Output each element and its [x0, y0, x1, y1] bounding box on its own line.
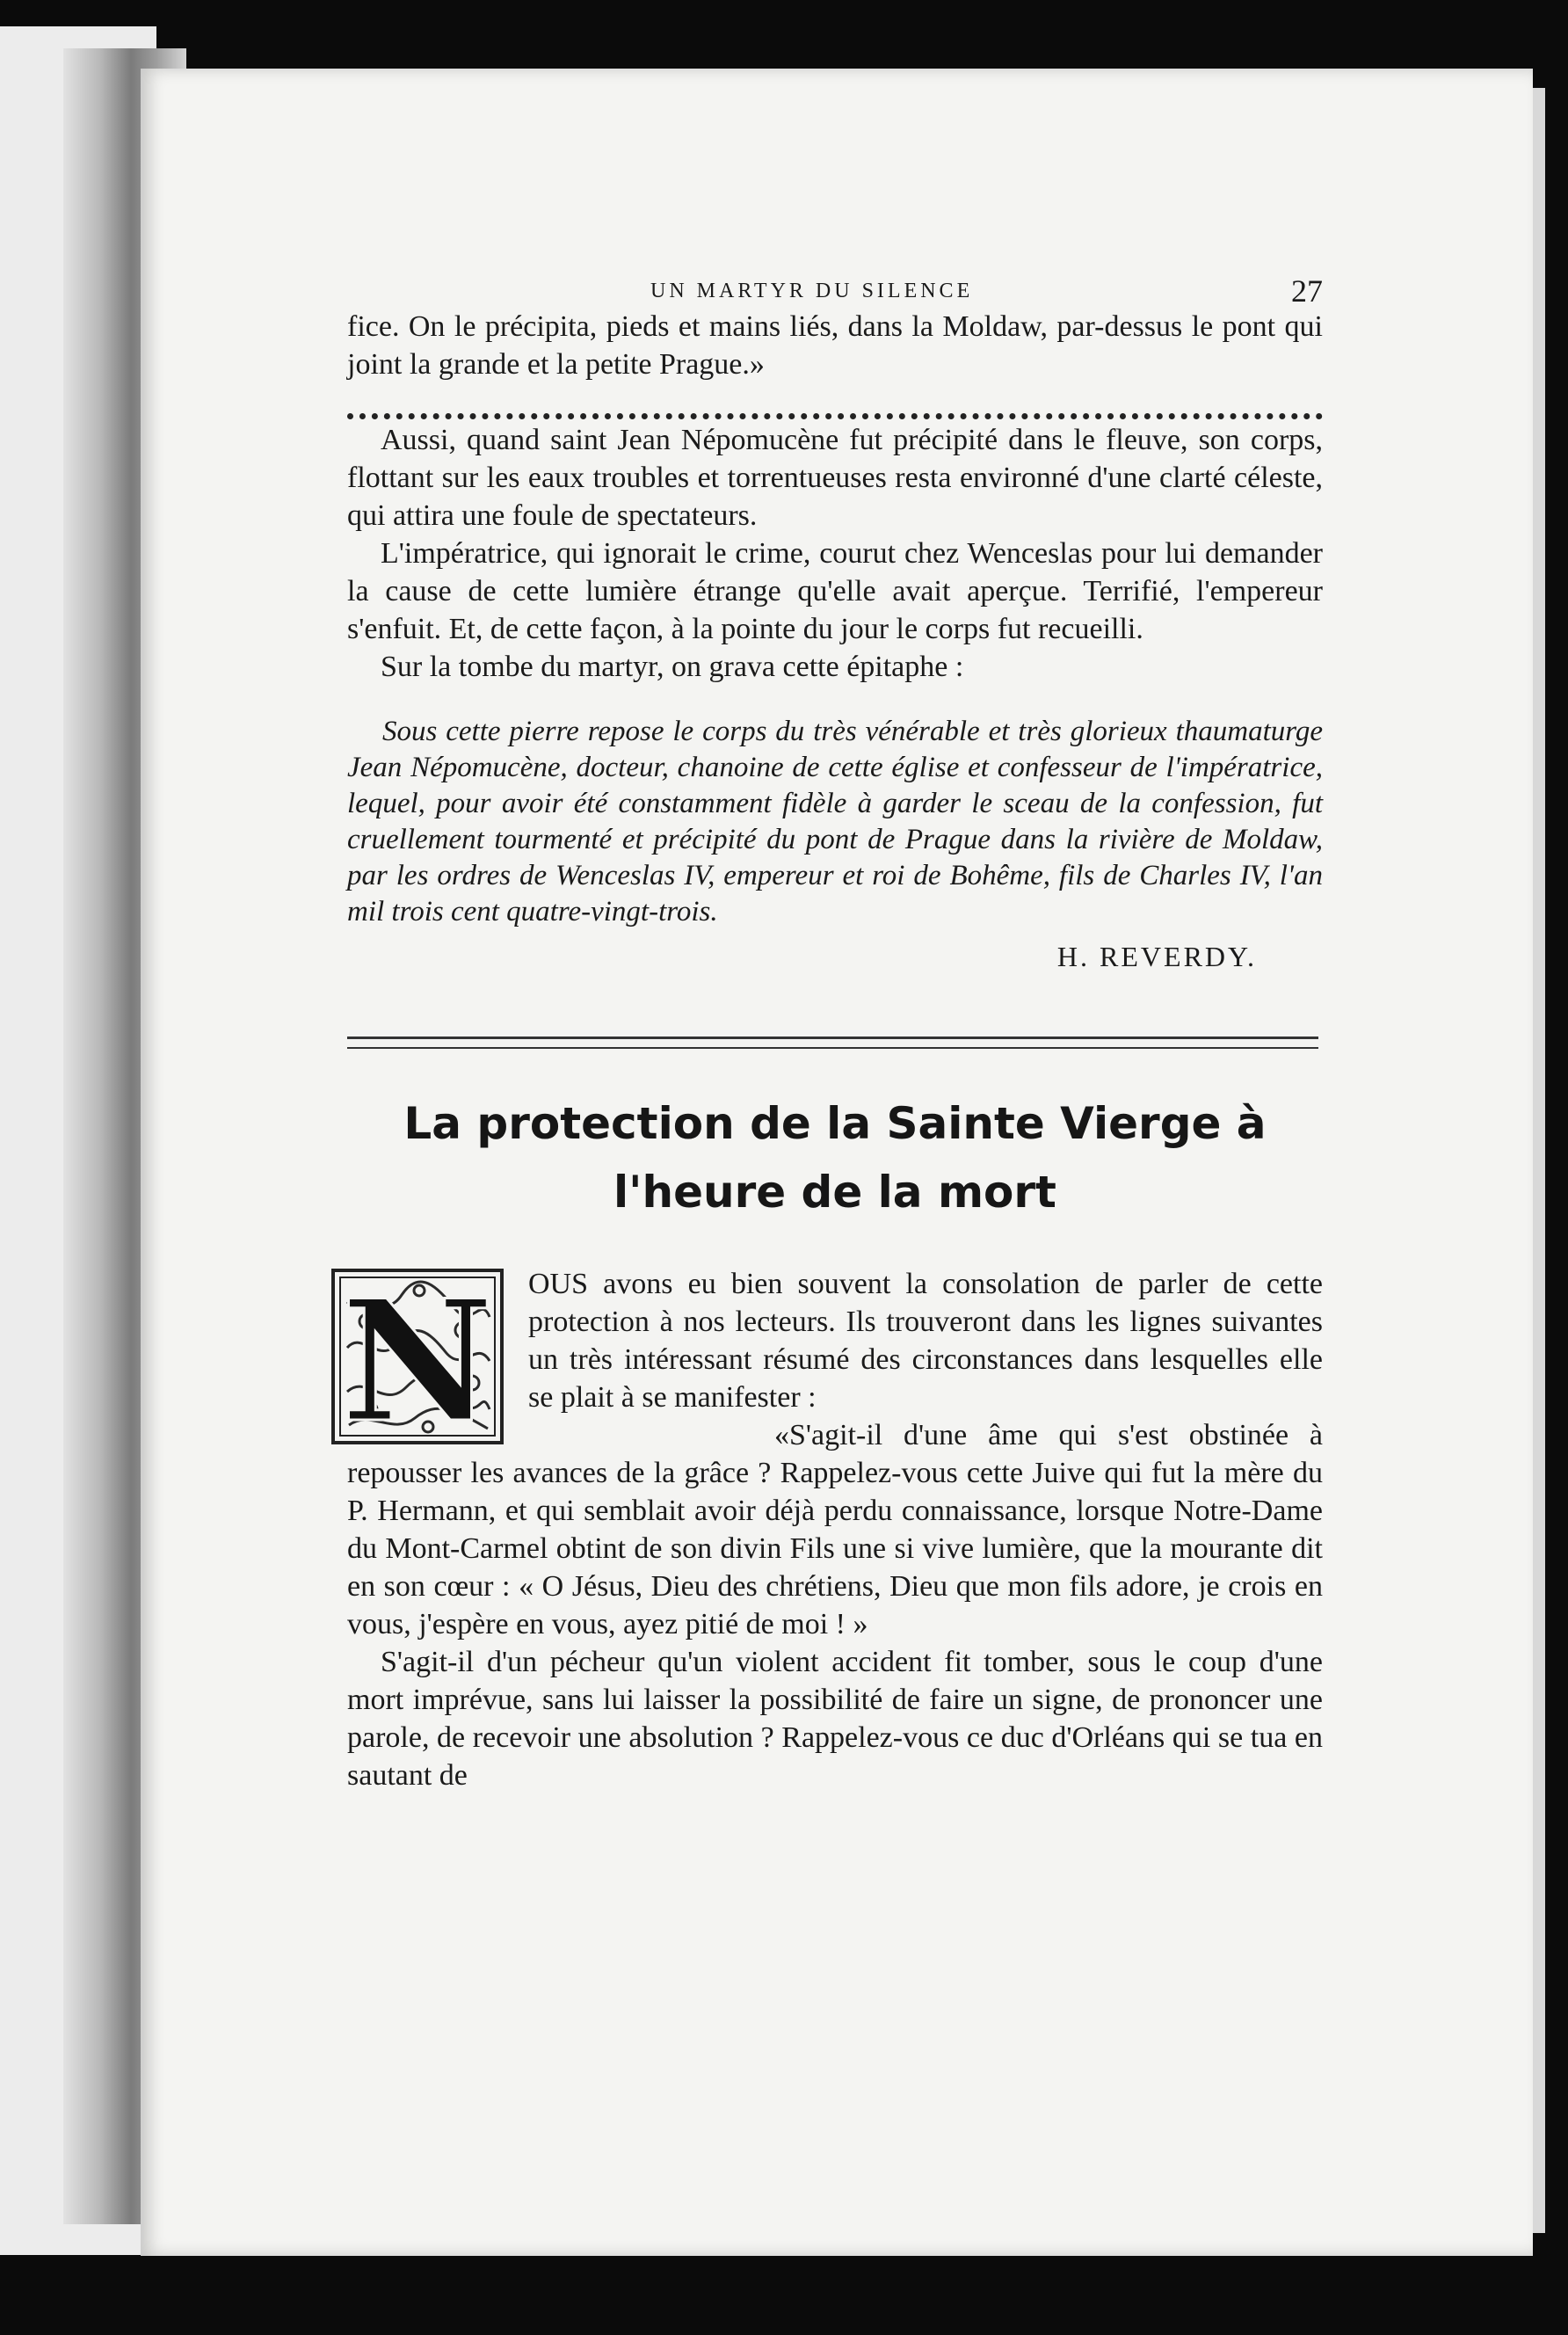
paragraph-continued: fice. On le précipita, pieds et mains liés, dans la Moldaw, par-dessus le pont qui joint la grande et la petite Prague.»: [347, 310, 1323, 381]
paragraph: «S'agit-il d'une âme qui s'est obstinée à repousser les avances de la grâce ? Rappelez-vous cette Juive qui fut la mère du P. Hermann, et qui semblait avoir déjà perdu connaissance, lorsque Notre-Dame du Mont-Carmel obtint de son divin Fils une si vive lumière, que la mourante dit en son cœur : « O Jésus, Dieu des chrétiens, Dieu que mon fils adore, je crois en vous, j'espère en vous, ayez pitié de moi ! »: [347, 1419, 1323, 1640]
paragraph: L'impératrice, qui ignorait le crime, courut chez Wenceslas pour lui demander la cause de cette lumière étrange qu'elle avait aperçue. Terrifié, l'empereur s'enfuit. Et, de cette façon, à la pointe du jour le corps fut recueilli.: [347, 537, 1323, 645]
author-signature: H. REVERDY.: [1056, 941, 1257, 972]
epitaph-text: Sous cette pierre repose le corps du très vénérable et très glorieux thaumaturge Jean Népomucène, docteur, chanoine de cette église et confesseur de l'impératrice, lequel, pour avoir été constamment fidèle à garder le sceau de la confession, fut cruellement tourmenté et précipité du pont de Prague dans la rivière de Moldaw, par les ordres de Wenceslas IV, empereur et roi de Bohême, fils de Charles IV, l'an mil trois cent quatre-vingt-trois.: [347, 716, 1323, 927]
ellipsis-divider: [347, 390, 1323, 419]
article-title-line: La protection de la Sainte Vierge à: [403, 1098, 1267, 1149]
dropcap-letter: N: [341, 1269, 494, 1444]
paragraph: Aussi, quand saint Jean Népomucène fut précipité dans le fleuve, son corps, flottant sur les eaux troubles et torrentueuses resta environné d'une clarté céleste, qui attira une foule de spectateurs.: [347, 424, 1323, 532]
paragraph-intro: OUS avons eu bien souvent la consolation de parler de cette protection à nos lecteurs. Ils trouveront dans les lignes suivantes un très intéressant résumé des circonstances dans lesquelles elle se plait à se manifester :: [528, 1268, 1323, 1414]
paragraph: S'agit-il d'un pécheur qu'un violent accident fit tomber, sous le coup d'une mort imprévue, sans lui laisser la possibilité de faire un signe, de prononcer une parole, de recevoir une absolution ? Rappelez-vous ce duc d'Orléans qui se tua en sautant de: [347, 1646, 1323, 1792]
paragraph: Sur la tombe du martyr, on grava cette épitaphe :: [381, 651, 964, 683]
article-title-line: l'heure de la mort: [613, 1167, 1056, 1218]
running-title: UN MARTYR DU SILENCE: [650, 280, 974, 302]
article-body: [341, 1265, 1323, 1794]
section-divider: [347, 1037, 1318, 1049]
page-edge: [1533, 88, 1545, 2233]
page-number: 27: [1291, 273, 1323, 309]
article-title: [347, 1089, 1323, 1226]
running-head: [347, 255, 1323, 308]
ornamental-dropcap: [331, 1269, 504, 1444]
page-content: [341, 255, 1323, 1794]
